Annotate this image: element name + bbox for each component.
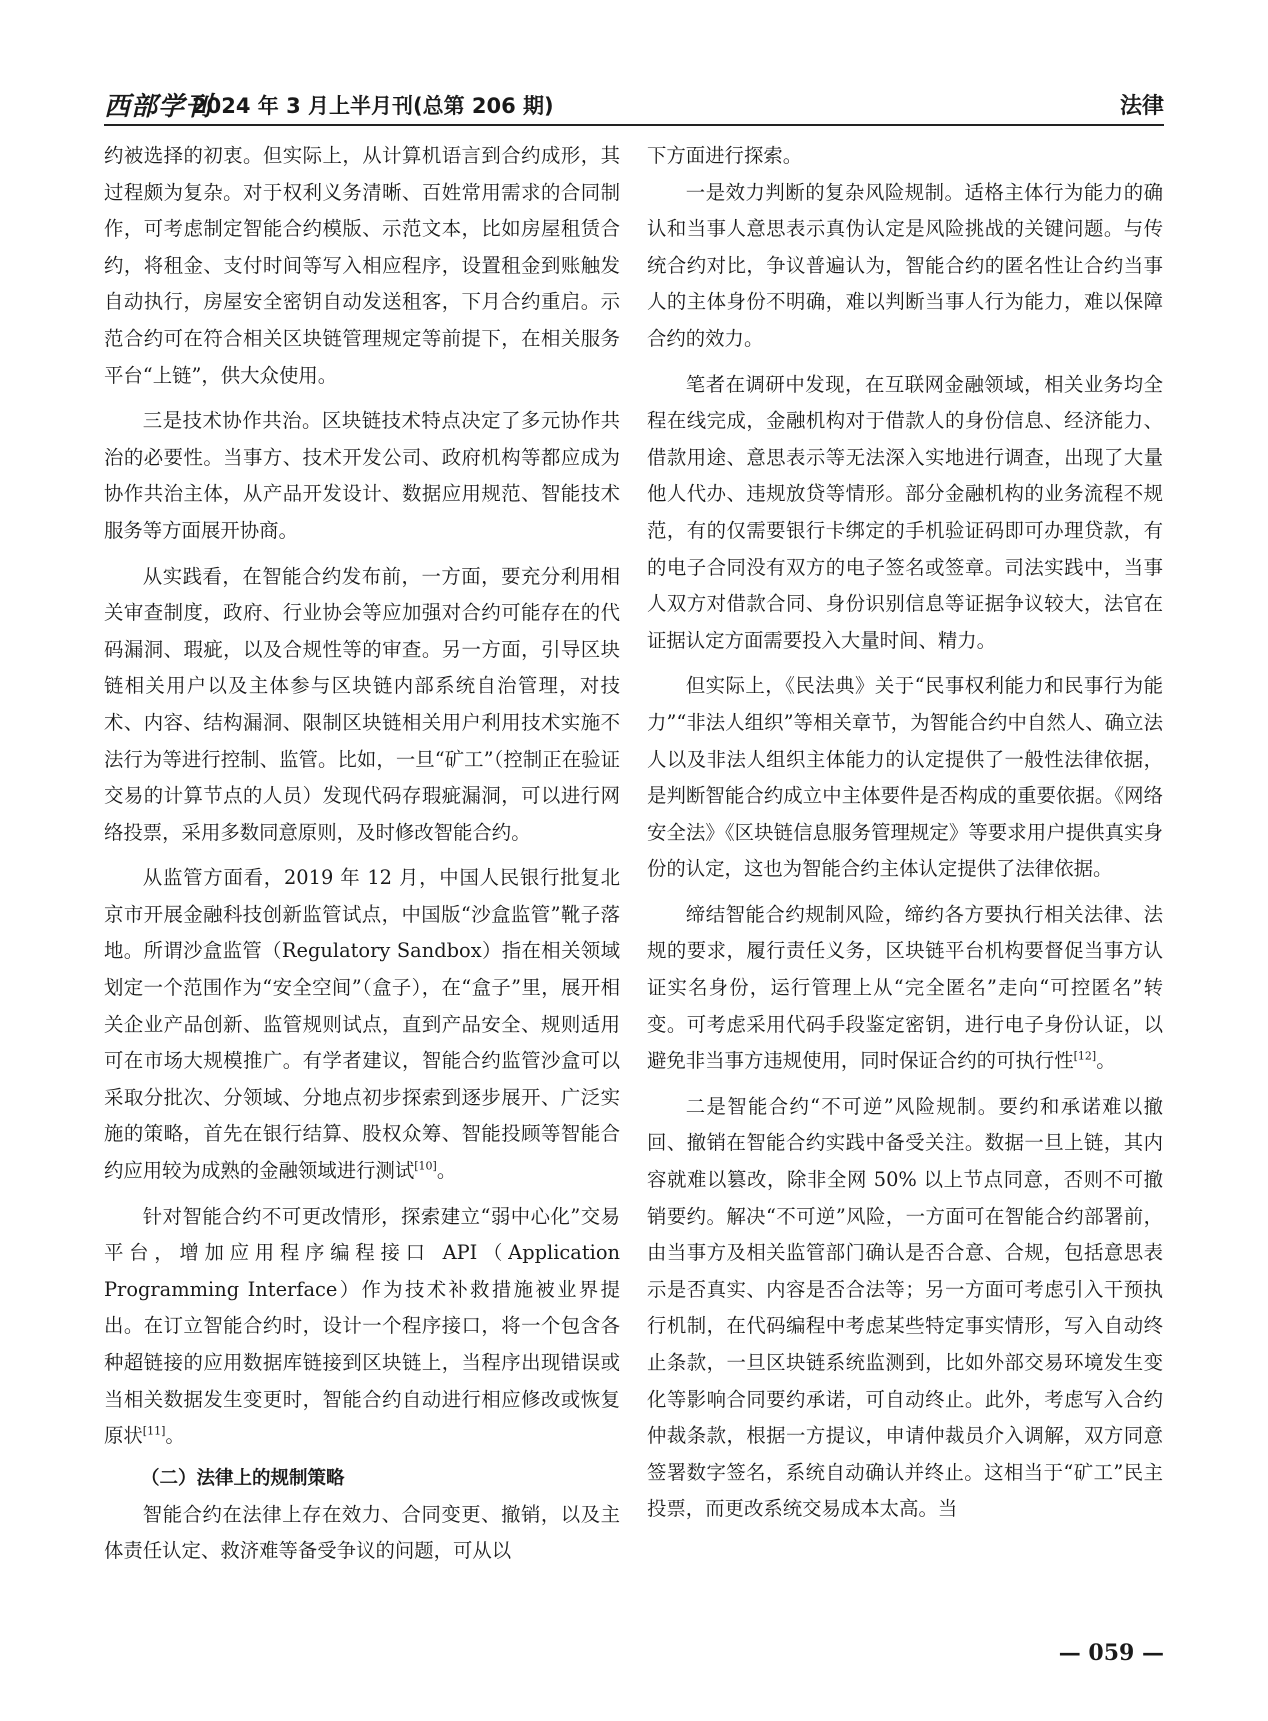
running-header — [104, 84, 1164, 124]
right-column — [647, 138, 1163, 1528]
paragraph-text: 从监管方面看，2019 年 12 月，中国人民银行批复北京市开展金融科技创新监管试点，中国版“沙盒监管”靴子落地。所谓沙盒监管（Regulatory Sandbox）指在相关领域划定一个范围作为“安全空间”（盒子），在“盒子”里，展开相关企业产品创新、监管规则试点，直到产品安全、规则适用可在市场大规模推广。有学者建议，智能合约监管沙盒可以采取分批次、分领域、分地点初步探索到逐步展开、广泛实施的策略，首先在银行结算、股权众筹、智能投顾等智能合约应用较为成熟的金融领域进行测试 — [104, 866, 620, 1183]
paragraph: 二是智能合约“不可逆”风险规制。要约和承诺难以撤回、撤销在智能合约实践中备受关注。数据一旦上链，其内容就难以篡改，除非全网 50% 以上节点同意，否则不可撤销要约。解决“不可逆”风险，一方面可在智能合约部署前，由当事方及相关监管部门确认是否合意、合规，包括意思表示是否真实、内容是否合法等；另一方面可考虑引入干预执行机制，在代码编程中考虑某些特定事实情形，写入自动终止条款，一旦区块链系统监测到，比如外部交易环境发生变化等影响合同要约承诺，可自动终止。此外，考虑写入合约仲裁条款，根据一方提议，申请仲裁员介入调解，双方同意签署数字签名，系统自动确认并终止。这相当于“矿工”民主投票，而更改系统交易成本太高。当 — [647, 1094, 1163, 1521]
paragraph: 约被选择的初衷。但实际上，从计算机语言到合约成形，其过程颇为复杂。对于权利义务清晰、百姓常用需求的合同制作，可考虑制定智能合约模版、示范文本，比如房屋租赁合约，将租金、支付时间等写入相应程序，设置租金到账触发自动执行，房屋安全密钥自动发送租客，下月合约重启。示范合约可在符合相关区块链管理规定等前提下，在相关服务平台“上链”，供大众使用。 — [104, 144, 620, 387]
paragraph-end: 。 — [1096, 1049, 1116, 1073]
paragraph: 智能合约在法律上存在效力、合同变更、撤销，以及主体责任认定、救济难等备受争议的问题，可从以 — [104, 1502, 620, 1563]
paragraph — [104, 860, 620, 1189]
paragraph — [104, 1199, 620, 1455]
journal-logo: 西部学刊 — [104, 92, 213, 122]
paragraph-text: 针对智能合约不可更改情形，探索建立“弱中心化”交易平台，增加应用程序编程接口 API（Application Programming Interface）作为技术补救措施被业界提出。在订立智能合约时，设计一个程序接口，将一个包含各种超链接的应用数据库链接到区块链上，当程序出现错误或当相关数据发生变更时，智能合约自动进行相应修改或恢复原状 — [104, 1204, 620, 1448]
paragraph-end: 。 — [165, 1424, 185, 1448]
paragraph — [647, 897, 1163, 1080]
header-rule — [104, 124, 1164, 126]
paragraph-text: 缔结智能合约规制风险，缔约各方要执行相关法律、法规的要求，履行责任义务，区块链平台机构要督促当事方认证实名身份，运行管理上从“完全匿名”走向“可控匿名”转变。可考虑采用代码手段鉴定密钥，进行电子身份认证，以避免非当事方违规使用，同时保证合约的可执行性 — [647, 902, 1163, 1073]
citation-ref: [10] — [414, 1159, 437, 1173]
citation-ref: [12] — [1073, 1049, 1097, 1063]
issue-info: 2024 年 3 月上半月刊(总第 206 期) — [192, 94, 554, 118]
paragraph: 从实践看，在智能合约发布前，一方面，要充分利用相关审查制度，政府、行业协会等应加强对合约可能存在的代码漏洞、瑕疵，以及合规性等的审查。另一方面，引导区块链相关用户以及主体参与区块链内部系统自治管理，对技术、内容、结构漏洞、限制区块链相关用户利用技术实施不法行为等进行控制、监管。比如，一旦“矿工”（控制正在验证交易的计算节点的人员）发现代码存瑕疵漏洞，可以进行网络投票，采用多数同意原则，及时修改智能合约。 — [104, 564, 620, 844]
left-column — [104, 138, 620, 1570]
page-number: — 059 — — [1058, 1640, 1164, 1666]
paragraph: 笔者在调研中发现，在互联网金融领域，相关业务均全程在线完成，金融机构对于借款人的身份信息、经济能力、借款用途、意思表示等无法深入实地进行调查，出现了大量他人代办、违规放贷等情形。部分金融机构的业务流程不规范，有的仅需要银行卡绑定的手机验证码即可办理贷款，有的电子合同没有双方的电子签名或签章。司法实践中，当事人双方对借款合同、身份识别信息等证据争议较大，法官在证据认定方面需要投入大量时间、精力。 — [647, 372, 1163, 652]
paragraph: 下方面进行探索。 — [647, 144, 803, 167]
section-label: 法律 — [1119, 94, 1164, 119]
paragraph: 一是效力判断的复杂风险规制。适格主体行为能力的确认和当事人意思表示真伪认定是风险挑战的关键问题。与传统合约对比，争议普遍认为，智能合约的匿名性让合约当事人的主体身份不明确，难以判断当事人行为能力，难以保障合约的效力。 — [647, 180, 1163, 350]
citation-ref: [11] — [142, 1424, 166, 1438]
section-heading: （二）法律上的规制策略 — [141, 1467, 345, 1489]
paragraph-end: 。 — [436, 1159, 457, 1183]
paragraph: 但实际上，《民法典》关于“民事权利能力和民事行为能力”“非法人组织”等相关章节，为智能合约中自然人、确立法人以及非法人组织主体能力的认定提供了一般性法律依据，是判断智能合约成立中主体要件是否构成的重要依据。《网络安全法》《区块链信息服务管理规定》等要求用户提供真实身份的认定，这也为智能合约主体认定提供了法律依据。 — [647, 674, 1163, 881]
paragraph: 三是技术协作共治。区块链技术特点决定了多元协作共治的必要性。当事方、技术开发公司、政府机构等都应成为协作共治主体，从产品开发设计、数据应用规范、智能技术服务等方面展开协商。 — [104, 409, 620, 542]
